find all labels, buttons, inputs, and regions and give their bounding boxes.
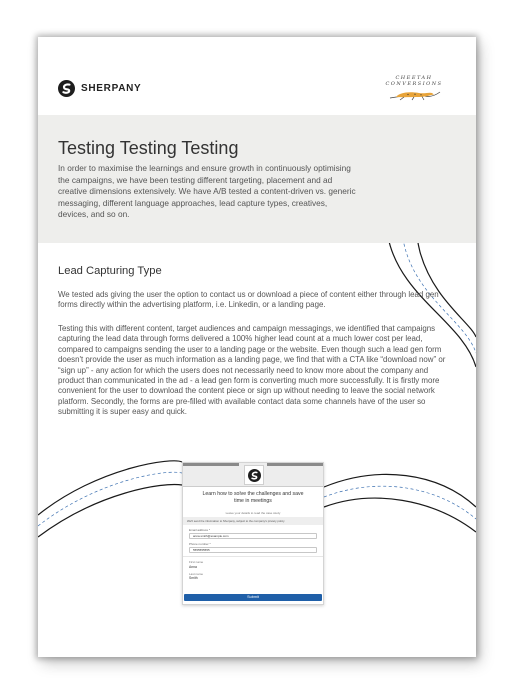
form-header-bar bbox=[183, 463, 323, 487]
form-headline: Learn how to solve the challenges and save time in meetings bbox=[202, 491, 304, 504]
form-subline: Leave your details to read the case study bbox=[225, 511, 281, 515]
form-accent-left bbox=[183, 463, 239, 466]
last-name-value: Smith bbox=[189, 576, 198, 580]
document-page bbox=[38, 37, 476, 657]
phone-field[interactable]: 5555555555 bbox=[189, 547, 317, 553]
last-name-label: Last name bbox=[189, 571, 204, 576]
form-logo bbox=[244, 465, 264, 485]
partner-name: CHEETAH CONVERSIONS bbox=[385, 75, 443, 87]
page-title: Testing Testing Testing bbox=[58, 138, 239, 158]
sherpany-logo bbox=[58, 80, 141, 97]
email-label: Email address * bbox=[189, 528, 211, 532]
section-paragraph-1: We tested ads giving the user the option to contact us or download a piece of content either through lead gen forms directly within the advertising platform, i.e. Linkedin, or a landing page. bbox=[58, 290, 439, 310]
cheetah-conversions-logo bbox=[374, 75, 454, 106]
hero-intro-text: In order to maximise the learnings and ensure growth in continuously optimising the campaigns, we have been testing different targeting, placement and ad creative dimensions extensively. We have A/B tested a content-driven vs. generic messaging, different language approaches, lead capture types, creatives, devices, and so on. bbox=[58, 163, 356, 219]
lead-gen-form-mockup bbox=[182, 462, 324, 605]
phone-label: Phone number * bbox=[189, 542, 211, 546]
cheetah-icon bbox=[374, 87, 454, 101]
first-name-label: First name bbox=[189, 560, 204, 564]
sherpany-s-icon bbox=[248, 469, 261, 482]
sherpany-s-icon bbox=[58, 80, 75, 97]
section-paragraph-2: Testing this with different content, target audiences and campaign messagings, we identified that campaigns capturing the lead data through forms delivered a 100% higher lead count at a much lower cost per lead, compared to campaigns sending the user to a landing page or the website. Even though such a lead gen form doesn't provide the user as much information as a landing page, we find that with a CTA like “download now” or “sign up” - any action for which the users does not necessarily need to know more about the company and product than communicated in the ad - a lead gen form is converting much more successfully. It is firstly more convenient for the user to download the content piece or sign up without needing to leave the social network platform. Secondly, the forms are pre-filled with available contact data some channels have of the user so submitting it is super easy and quick. bbox=[58, 324, 446, 417]
submit-button[interactable]: Submit bbox=[184, 594, 322, 601]
first-name-value: Anna bbox=[189, 564, 197, 569]
form-accent-right bbox=[267, 463, 323, 466]
form-divider bbox=[183, 553, 323, 557]
brand-name: SHERPANY bbox=[81, 83, 142, 94]
email-field[interactable]: anna.smith@example.com bbox=[189, 533, 317, 539]
form-privacy-notice: We'll send the information to Sherpany, subject to the company's privacy policy bbox=[183, 517, 323, 525]
section-heading: Lead Capturing Type bbox=[58, 265, 162, 277]
